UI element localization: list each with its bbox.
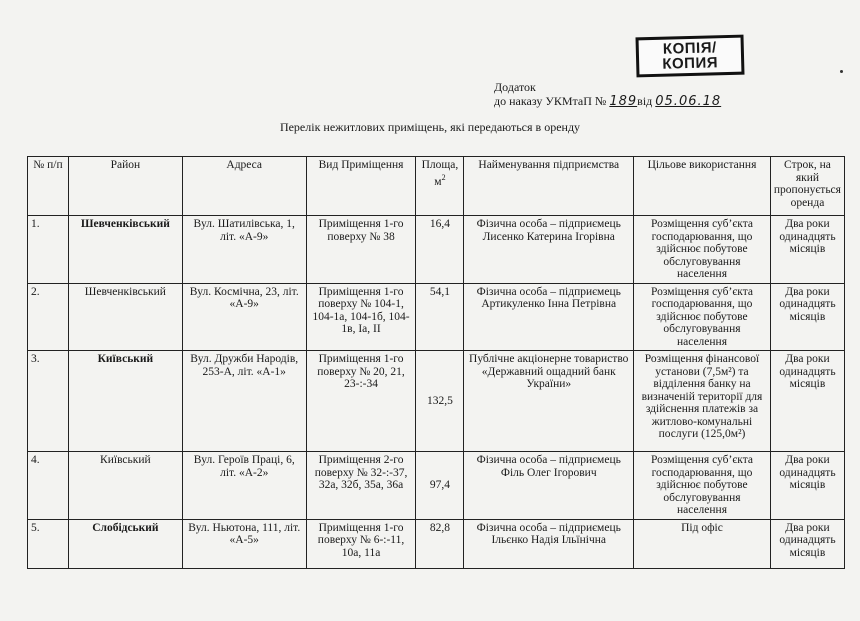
header-district: Район [68,157,182,216]
order-date: 05.06.18 [655,94,722,109]
row-enterprise: Фізична особа – підприємець Лисенко Катерина Ігорівна [464,216,634,284]
row-district: Шевченківський [68,216,182,284]
header-address: Адреса [182,157,306,216]
row-type: Приміщення 1-го поверху № 20, 21, 23-:-34 [306,351,416,452]
row-num: 1. [28,216,69,284]
header-num: № п/п [28,157,69,216]
order-reference [494,94,721,109]
row-district: Слобідський [68,519,182,568]
header-area [416,157,464,216]
header-enterprise: Найменування підприємства [464,157,634,216]
table-row [28,283,845,351]
table-row [28,351,845,452]
appendix-header [494,80,721,109]
row-term: Два роки одинадцять місяців [770,351,844,452]
stamp-line-2: КОПИЯ [662,54,719,73]
row-purpose: Під офіс [634,519,771,568]
row-address: Вул. Героїв Праці, 6, літ. «А-2» [182,452,306,520]
row-num: 2. [28,283,69,351]
row-area: 16,4 [416,216,464,284]
row-purpose: Розміщення суб’єкта господарювання, що здійснює побутове обслуговування населення [634,216,771,284]
row-enterprise: Фізична особа – підприємець Філь Олег Ігорович [464,452,634,520]
row-enterprise: Публічне акціонерне товариство «Державний ощадний банк України» [464,351,634,452]
table-row [28,452,845,520]
row-num: 3. [28,351,69,452]
copy-stamp [635,35,744,78]
row-enterprise: Фізична особа – підприємець Артикуленко Інна Петрівна [464,283,634,351]
header-area-label: Площа, м [421,159,459,188]
appendix-label: Додаток [494,80,536,94]
row-area: 54,1 [416,283,464,351]
row-address: Вул. Шатилівська, 1, літ. «А-9» [182,216,306,284]
row-term: Два роки одинадцять місяців [770,283,844,351]
header-term: Строк, на який пропонується оренда [770,157,844,216]
row-district: Київський [68,351,182,452]
order-number: 189 [609,94,638,109]
date-prefix: від [637,94,653,108]
row-area: 132,5 [416,351,464,452]
row-purpose: Розміщення суб’єкта господарювання, що здійснює побутове обслуговування населення [634,283,771,351]
header-purpose: Цільове використання [634,157,771,216]
row-district: Шевченківський [68,283,182,351]
row-purpose: Розміщення фінансової установи (7,5м²) та відділення банку на визначеній території для здійснення платежів за житлово-комунальні послуги (125,0м²) [634,351,771,452]
row-term: Два роки одинадцять місяців [770,452,844,520]
premises-table [27,156,845,569]
scan-speck [840,70,843,73]
row-purpose: Розміщення суб’єкта господарювання, що здійснює побутове обслуговування населення [634,452,771,520]
header-type: Вид Приміщення [306,157,416,216]
row-district: Київський [68,452,182,520]
table-header-row [28,157,845,216]
row-type: Приміщення 1-го поверху № 104-1, 104-1а, 104-1б, 104-1в, Іа, ІІ [306,283,416,351]
row-type: Приміщення 1-го поверху № 38 [306,216,416,284]
row-type: Приміщення 1-го поверху № 6-:-11, 10а, 11а [306,519,416,568]
order-prefix: до наказу УКМтаП № [494,94,607,108]
row-term: Два роки одинадцять місяців [770,519,844,568]
row-num: 5. [28,519,69,568]
row-enterprise: Фізична особа – підприємець Ільєнко Надія Ільїнічна [464,519,634,568]
header-area-sup: 2 [441,172,446,182]
stamp-line-1: КОПІЯ/ [662,39,717,58]
row-term: Два роки одинадцять місяців [770,216,844,284]
row-address: Вул. Космічна, 23, літ. «А-9» [182,283,306,351]
row-num: 4. [28,452,69,520]
row-area: 82,8 [416,519,464,568]
table-row [28,216,845,284]
row-address: Вул. Ньютона, 111, літ. «А-5» [182,519,306,568]
table-row [28,519,845,568]
row-address: Вул. Дружби Народів, 253-А, літ. «А-1» [182,351,306,452]
row-type: Приміщення 2-го поверху № 32-:-37, 32а, 32б, 35а, 36а [306,452,416,520]
row-area: 97,4 [416,452,464,520]
document-title: Перелік нежитлових приміщень, які передаються в оренду [279,120,581,134]
